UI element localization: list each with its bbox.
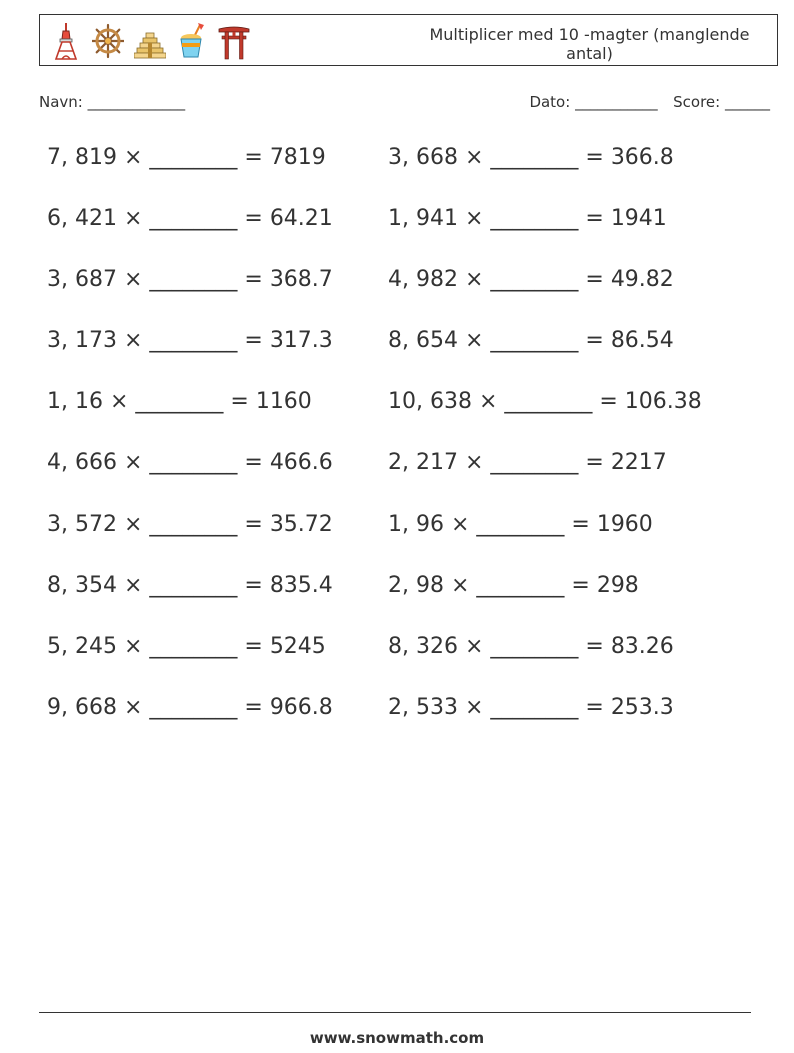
problem-item[interactable]: 3, 668 × ________ = 366.8 [388, 145, 674, 170]
problem-row [47, 267, 747, 328]
problem-item[interactable]: 1, 941 × ________ = 1941 [388, 206, 667, 232]
torii-gate-icon [218, 21, 250, 61]
problem-row [47, 634, 747, 695]
worksheet-header [39, 14, 778, 66]
ship-wheel-icon [92, 21, 124, 61]
problem-item[interactable]: 2, 98 × ________ = 298 [388, 572, 639, 598]
name-label: Navn: [39, 93, 83, 111]
footer-divider [39, 1012, 751, 1013]
pyramid-icon [134, 21, 166, 61]
problem-item[interactable]: 1, 16 × ________ = 1160 [47, 389, 312, 415]
name-field [39, 93, 185, 111]
problem-item[interactable]: 2, 217 × ________ = 2217 [388, 450, 667, 476]
header-icons [50, 19, 250, 63]
problem-item[interactable]: 3, 173 × ________ = 317.3 [47, 328, 333, 354]
problem-item[interactable]: 3, 687 × ________ = 368.7 [47, 267, 333, 293]
problem-row [47, 512, 747, 573]
problem-row [47, 145, 747, 206]
tower-icon [50, 21, 82, 61]
problem-item[interactable]: 7, 819 × ________ = 7819 [47, 145, 326, 170]
date-blank[interactable]: ___________ [575, 93, 658, 111]
problem-row [47, 695, 747, 756]
problem-item[interactable]: 10, 638 × ________ = 106.38 [388, 389, 702, 415]
problem-item[interactable]: 8, 326 × ________ = 83.26 [388, 633, 674, 659]
problem-item[interactable]: 4, 666 × ________ = 466.6 [47, 450, 333, 476]
problem-item[interactable]: 8, 354 × ________ = 835.4 [47, 572, 333, 598]
problem-item[interactable]: 9, 668 × ________ = 966.8 [47, 694, 333, 720]
date-label: Dato: [529, 93, 571, 111]
score-label: Score: [673, 93, 721, 111]
footer-site: www.snowmath.com [309, 1029, 485, 1047]
name-blank[interactable]: _____________ [87, 93, 186, 111]
problem-item[interactable]: 4, 982 × ________ = 49.82 [388, 267, 674, 293]
sand-bucket-icon [176, 21, 208, 61]
problem-row [47, 206, 747, 267]
worksheet-title: Multiplicer med 10 -magter (manglende antal) [429, 25, 750, 63]
date-score-fields [529, 93, 770, 111]
problem-item[interactable]: 6, 421 × ________ = 64.21 [47, 206, 333, 232]
problem-grid [47, 145, 747, 756]
problem-item[interactable]: 5, 245 × ________ = 5245 [47, 633, 326, 659]
problem-row [47, 389, 747, 450]
problem-item[interactable]: 8, 654 × ________ = 86.54 [388, 328, 674, 354]
problem-item[interactable]: 3, 572 × ________ = 35.72 [47, 511, 333, 537]
problem-row [47, 450, 747, 511]
problem-item[interactable]: 2, 533 × ________ = 253.3 [388, 694, 674, 720]
score-blank[interactable]: ______ [725, 93, 770, 111]
problem-row [47, 573, 747, 634]
problem-row [47, 328, 747, 389]
problem-item[interactable]: 1, 96 × ________ = 1960 [388, 511, 653, 537]
